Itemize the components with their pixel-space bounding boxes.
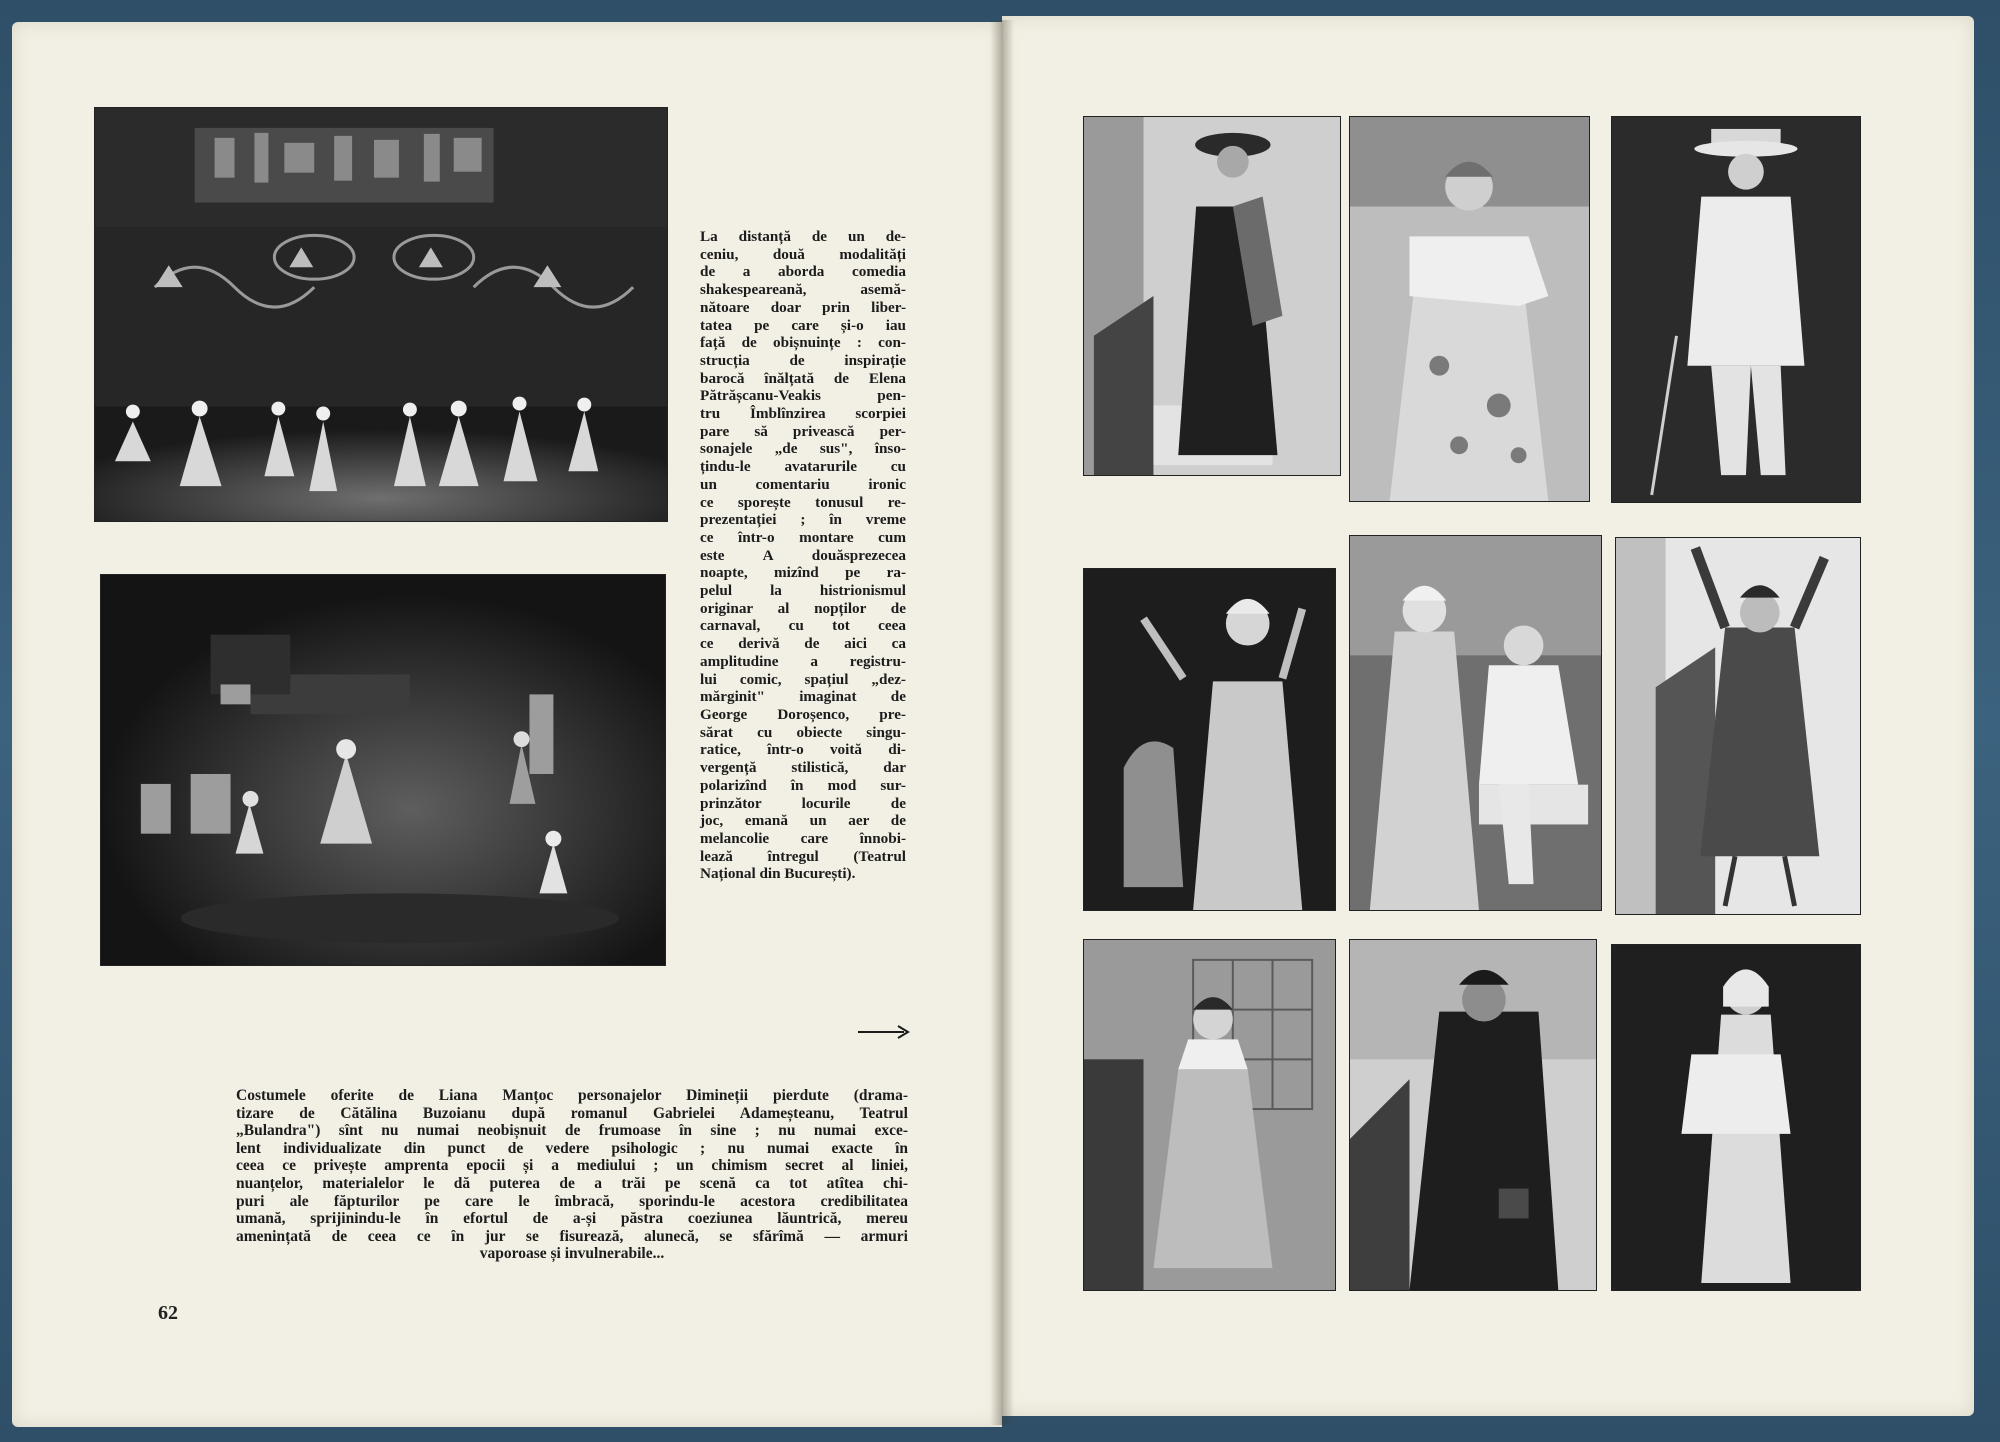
text-line: amplitudine a registru- (700, 652, 906, 670)
caption-line: „Bulandra") sînt nu numai neobișnuit de frumoase în sine ; nu numai exce- (236, 1122, 908, 1140)
caption-line: puri ale făpturilor pe care le îmbracă, sporindu-le acestora credibilitatea (236, 1192, 908, 1210)
caption-line: lent individualizate din punct de vedere psihologic ; nu numai exacte în (236, 1139, 908, 1157)
costume-photo-8 (1349, 939, 1597, 1291)
text-line: prinzător locurile de (700, 794, 906, 812)
text-line: Național din București). (700, 865, 856, 883)
text-line: mărginit" imaginat de (700, 688, 906, 706)
text-line: este A douăsprezecea (700, 546, 906, 564)
stage-photo-baroque-set (94, 107, 668, 522)
text-line: joc, emană un aer de (700, 812, 906, 830)
text-line: ceniu, două modalități (700, 245, 906, 263)
arrow-right-icon (858, 1024, 910, 1040)
costume-photo-2 (1349, 116, 1590, 502)
text-line: polarizînd în mod sur- (700, 776, 906, 794)
text-line: shakespeareană, asemă- (700, 281, 906, 299)
page-number: 62 (158, 1302, 178, 1324)
text-line: George Doroșenco, pre- (700, 705, 906, 723)
text-line: sărat cu obiecte singu- (700, 723, 906, 741)
text-line: ce derivă de aici ca (700, 635, 906, 653)
text-line: barocă înălțată de Elena (700, 369, 906, 387)
costume-photo-3 (1611, 116, 1861, 503)
costume-photo-5 (1349, 535, 1602, 911)
text-line: noapte, mizînd pe ra- (700, 564, 906, 582)
text-line: Pătrășcanu-Veakis pen- (700, 387, 906, 405)
caption-line: ceea ce privește amprenta epocii și a mediului ; un chimism secret al liniei, (236, 1157, 908, 1175)
text-line: un comentariu ironic (700, 475, 906, 493)
text-line: strucția de inspirație (700, 351, 906, 369)
costume-photo-1 (1083, 116, 1341, 476)
text-line: melancolie care înnobi- (700, 829, 906, 847)
caption-line: umană, sprijinindu-le în efortul de a-și păstra coeziunea lăuntrică, mereu (236, 1210, 908, 1228)
text-line: tatea pe care și-o iau (700, 316, 906, 334)
text-line: ce într-o montare cum (700, 528, 906, 546)
caption-line: amenințată de ceea ce în jur se fisurează, alunecă, se sfărîmă — armuri (236, 1227, 908, 1245)
text-line: carnaval, cu tot ceea (700, 617, 906, 635)
caption-line: Costumele oferite de Liana Manțoc personajelor Dimineții pierdute (drama- (236, 1087, 908, 1104)
text-line: față de obișnuințe : con- (700, 334, 906, 352)
text-line: originar al nopților de (700, 599, 906, 617)
article-text-column (700, 228, 906, 883)
text-line: prezentației ; în vreme (700, 511, 906, 529)
text-line: sonajele „de sus", înso- (700, 440, 906, 458)
text-line: vergență stilistică, dar (700, 759, 906, 777)
costume-photo-7 (1083, 939, 1336, 1291)
caption-line: nuanțelor, materialelor le dă puterea de a trăi pe scenă ca tot atîtea chi- (236, 1174, 908, 1192)
text-line: țindu-le avatarurile cu (700, 458, 906, 476)
costume-photo-6 (1615, 537, 1861, 915)
caption-line: tizare de Cătălina Buzoianu după romanul Gabrielei Adameșteanu, Teatrul (236, 1104, 908, 1122)
photo-caption (236, 1087, 908, 1263)
text-line: nătoare doar prin liber- (700, 298, 906, 316)
caption-line: vaporoase și invulnerabile... (479, 1245, 665, 1263)
text-line: lează întregul (Teatrul (700, 847, 906, 865)
costume-photo-9 (1611, 944, 1861, 1291)
text-line: de a aborda comedia (700, 263, 906, 281)
text-line: ratice, într-o voită di- (700, 741, 906, 759)
text-line: pare să privească per- (700, 422, 906, 440)
stage-photo-twelfth-night (100, 574, 666, 966)
costume-photo-4 (1083, 568, 1336, 911)
text-line: ce sporește tonusul re- (700, 493, 906, 511)
text-line: pelul la histrionismul (700, 582, 906, 600)
text-line: La distanță de un de- (700, 228, 906, 245)
text-line: lui comic, spațiul „dez- (700, 670, 906, 688)
text-line: tru Îmblînzirea scorpiei (700, 405, 906, 423)
